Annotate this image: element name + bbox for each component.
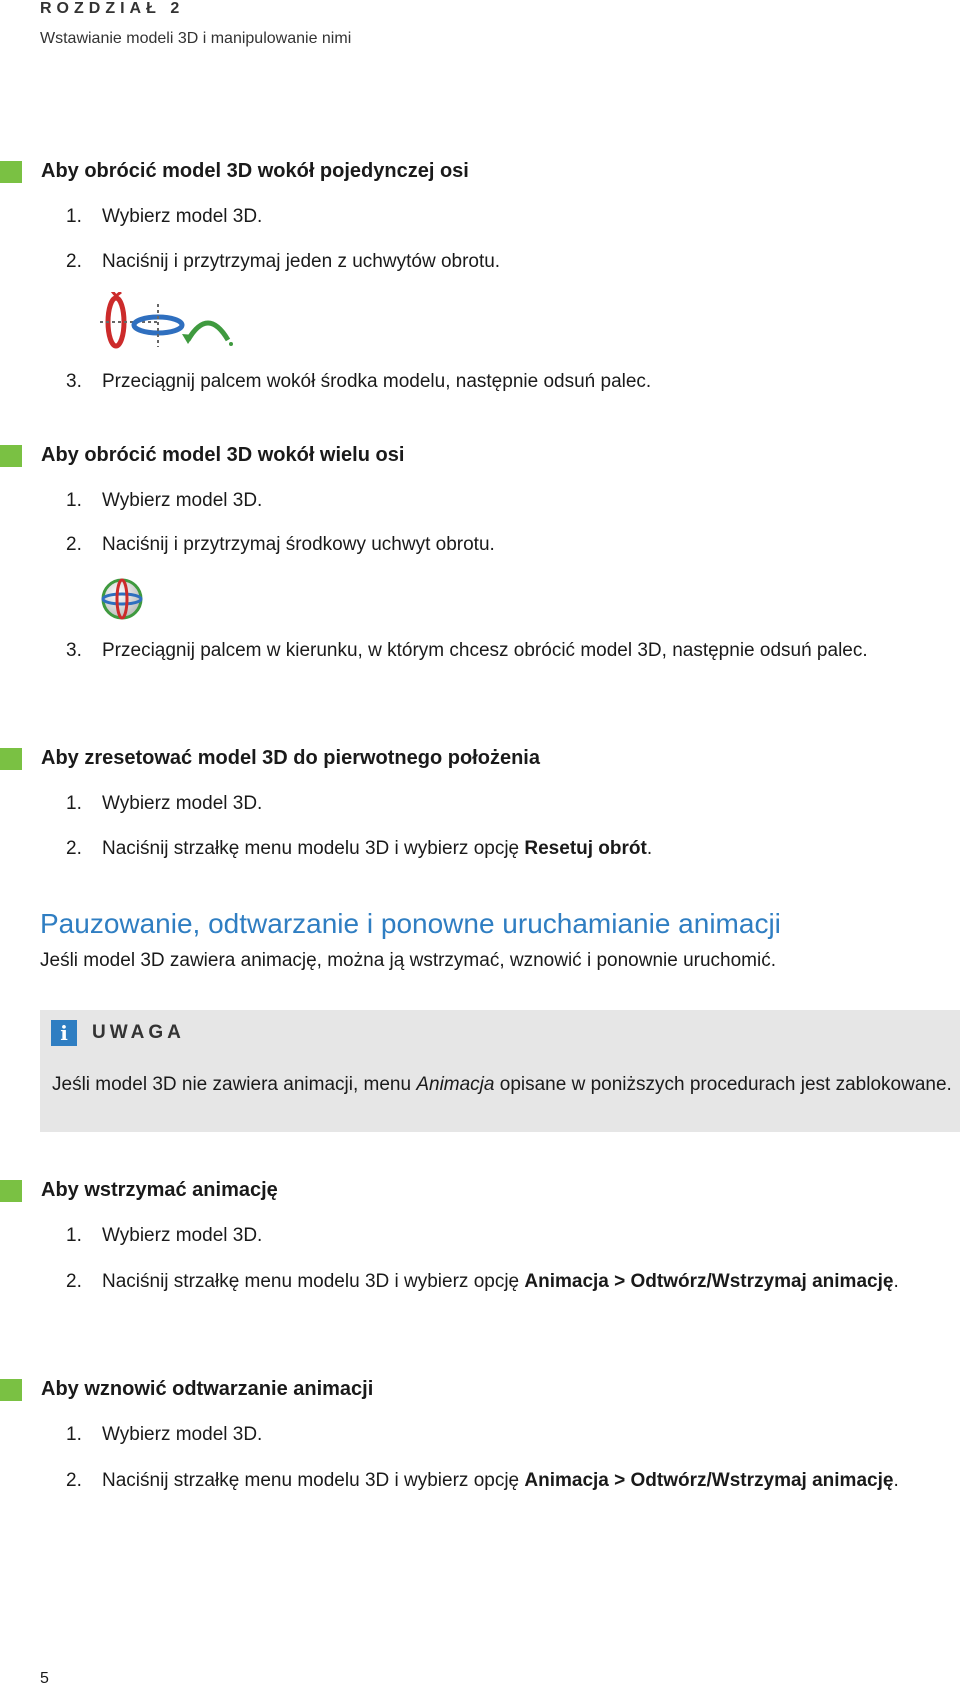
section-heading: Aby wznowić odtwarzanie animacji [41, 1378, 374, 1400]
step [66, 1464, 916, 1498]
step-text-end: . [646, 838, 653, 859]
note-box [40, 1010, 960, 1132]
note-text-start: Jeśli model 3D nie zawiera animacji, menu [52, 1074, 417, 1095]
section-heading: Aby wstrzymać animację [41, 1179, 278, 1201]
section-marker [0, 161, 22, 183]
step-number: 1. [66, 1225, 82, 1246]
step-text: Naciśnij strzałkę menu modelu 3D i wybierz opcję [102, 838, 525, 859]
step [66, 484, 262, 518]
section-heading: Aby obrócić model 3D wokół wielu osi [41, 444, 405, 466]
step-text-end: . [893, 1470, 899, 1491]
step [66, 200, 262, 234]
step [66, 832, 652, 866]
chapter-subtitle: Wstawianie modeli 3D i manipulowanie nimi [40, 30, 352, 47]
step-text: Przeciągnij palcem w kierunku, w którym chcesz obrócić model 3D, następnie odsuń palec. [102, 640, 868, 661]
section-marker [0, 445, 22, 467]
step-number: 2. [66, 251, 82, 272]
step-text-start: Naciśnij strzałkę menu modelu 3D i wybierz opcję [102, 1271, 525, 1292]
note-text [52, 1068, 952, 1102]
note-label: UWAGA [92, 1022, 185, 1043]
step-text: Wybierz model 3D. [102, 490, 263, 511]
note-emphasis: Animacja [416, 1074, 495, 1095]
info-icon: i [51, 1020, 77, 1046]
step-text: Przeciągnij palcem wokół środka modelu, następnie odsuń palec. [102, 371, 652, 392]
step-text: Naciśnij i przytrzymaj środkowy uchwyt obrotu. [102, 534, 495, 555]
step [66, 1219, 262, 1253]
step-text-start: Naciśnij strzałkę menu modelu 3D i wybierz opcję [102, 1470, 525, 1491]
note-text-end: opisane w poniższych procedurach jest zablokowane. [494, 1074, 952, 1095]
step-number: 3. [66, 371, 82, 392]
step-emphasis: Resetuj obrót [524, 838, 647, 859]
subsection-intro: Jeśli model 3D zawiera animację, można ją wstrzymać, wznowić i ponownie uruchomić. [40, 950, 776, 971]
section-heading: Aby obrócić model 3D wokół pojedynczej osi [41, 160, 469, 182]
step [66, 365, 651, 399]
step-number: 3. [66, 640, 82, 661]
step-number: 1. [66, 1424, 82, 1445]
step-text-end: . [893, 1271, 899, 1292]
step-text: Naciśnij i przytrzymaj jeden z uchwytów obrotu. [102, 251, 501, 272]
step-text: Wybierz model 3D. [102, 793, 263, 814]
chapter-label: ROZDZIAŁ 2 [40, 0, 185, 17]
step-text: Wybierz model 3D. [102, 1225, 263, 1246]
step-number: 2. [66, 534, 82, 555]
central-rotation-handle-icon [99, 576, 145, 622]
step [66, 528, 495, 562]
section-marker [0, 1379, 22, 1401]
step-emphasis: Animacja > Odtwórz/Wstrzymaj animację [524, 1470, 894, 1491]
rotation-handles-icon [100, 292, 240, 352]
step-text: Wybierz model 3D. [102, 1424, 263, 1445]
step [66, 787, 262, 821]
step-text: Wybierz model 3D. [102, 206, 263, 227]
section-heading: Aby zresetować model 3D do pierwotnego położenia [41, 747, 540, 769]
step [66, 245, 500, 279]
step-text [102, 1265, 916, 1299]
page-number: 5 [40, 1670, 49, 1687]
step-number: 2. [66, 838, 82, 859]
step-emphasis: Animacja > Odtwórz/Wstrzymaj animację [524, 1271, 894, 1292]
step-number: 1. [66, 206, 82, 227]
subsection-title: Pauzowanie, odtwarzanie i ponowne uruchamianie animacji [40, 908, 781, 939]
step-number: 2. [66, 1271, 82, 1292]
step [66, 1418, 262, 1452]
step [66, 634, 916, 668]
step [66, 1265, 916, 1299]
step-number: 2. [66, 1470, 82, 1491]
section-marker [0, 748, 22, 770]
step-number: 1. [66, 490, 82, 511]
step-text [102, 1464, 916, 1498]
step-number: 1. [66, 793, 82, 814]
section-marker [0, 1180, 22, 1202]
